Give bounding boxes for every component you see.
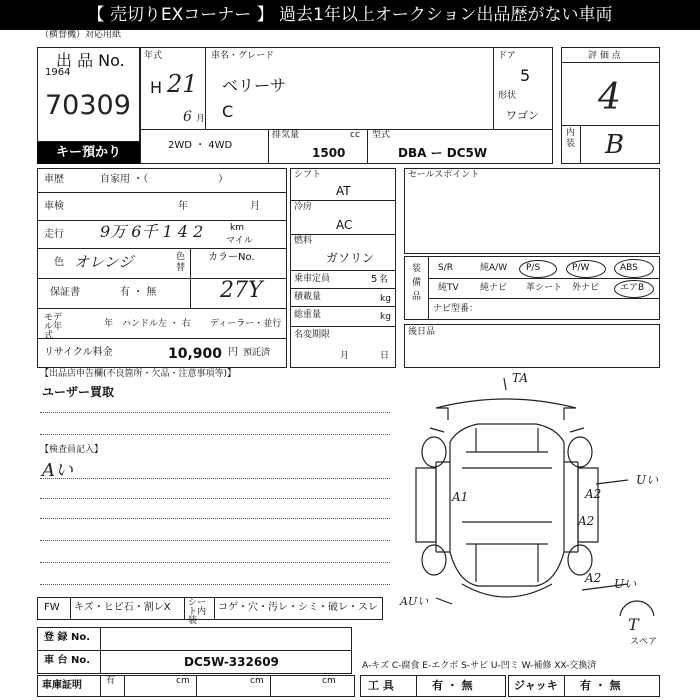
- name-change-month: 月: [340, 351, 350, 361]
- certificate-c2: cm: [176, 676, 190, 686]
- inspector-label: 【検査員記入】: [40, 445, 104, 455]
- recycle-label: リサイクル料金: [44, 347, 113, 358]
- shift-value: AT: [336, 184, 351, 198]
- capacity-label: 乗車定員: [294, 274, 331, 284]
- top-note: （横督機）対応用紙: [40, 30, 122, 40]
- diagram-mark-1: A1: [452, 490, 469, 504]
- era: H: [150, 78, 163, 97]
- equipment-row2-item: 外ナビ: [572, 283, 600, 293]
- equipment-row2-item: エアB: [620, 283, 645, 293]
- mileage-km: km: [230, 223, 244, 233]
- inspection-year: 年: [178, 201, 188, 212]
- color-no-value: 27Y: [220, 278, 263, 303]
- lot-label: 出 品 No.: [56, 51, 125, 70]
- shape-value: ワゴン: [506, 109, 539, 122]
- displacement-label: 排気量: [272, 130, 300, 140]
- color-sub: 色替: [176, 252, 186, 273]
- door-label: ドア: [498, 51, 516, 61]
- shape-label: 形状: [498, 91, 517, 101]
- wheel-front-left: [422, 437, 446, 467]
- weight-label: 総重量: [294, 310, 322, 320]
- wheel-front-right: [568, 437, 592, 467]
- recycle-unit: 円: [228, 347, 238, 358]
- diagram-ta-mark: TA: [512, 371, 529, 385]
- car-name: ベリーサ: [222, 76, 287, 95]
- equipment-row1-item: P/S: [526, 263, 541, 273]
- banner: 【 売切りEXコーナー 】 過去1年以上オークション出品歴がない車両: [0, 0, 700, 30]
- chassis-value: DC5W-332609: [184, 655, 279, 669]
- capacity-unit: 名: [379, 275, 389, 285]
- cooler-value: AC: [336, 218, 353, 232]
- interior-row-items: キズ・ヒビ石・割レX: [74, 602, 171, 613]
- equipment-row1-item: ABS: [620, 263, 638, 273]
- mileage-value: 9万 6千 1 4 2: [100, 222, 204, 241]
- interior-row-items2: コゲ・穴・汚レ・シミ・破レ・スレ: [218, 602, 378, 613]
- sales-point-label: セールスポイント: [408, 170, 480, 180]
- nav-model-label: ナビ型番：: [433, 304, 479, 314]
- key-deposit-badge: キー預かり: [37, 142, 140, 164]
- wheel-rear-left: [422, 545, 446, 575]
- door-count: 5: [520, 66, 531, 85]
- equipment-row1-item: P/W: [572, 263, 590, 273]
- equipment-row2-item: 純ナビ: [480, 283, 508, 293]
- shift-label: シフト: [294, 170, 322, 180]
- year-label: 年式: [144, 51, 163, 61]
- jack-value: 有 ・ 無: [580, 679, 621, 692]
- equipment-label: 装備品: [412, 264, 422, 302]
- spare-mark: T: [628, 615, 639, 634]
- diagram-mark-4: A2: [585, 571, 602, 585]
- declaration-value: ユーザー買取: [42, 385, 115, 399]
- declaration-label: 【出品店申告欄(不良箇所・欠品・注意事項等)】: [40, 369, 237, 379]
- capacity-value: 5: [371, 274, 378, 285]
- interior-seat-label: シート内装: [188, 598, 207, 626]
- inspection-month: 月: [250, 201, 260, 212]
- model-year-unit: 年: [104, 319, 114, 329]
- certificate-c1: 有: [106, 676, 116, 686]
- lot-number: 70309: [45, 90, 131, 121]
- certificate-c4: cm: [322, 676, 336, 686]
- inspector-note: Aい: [42, 460, 73, 481]
- diagram-mark-6: Uい: [614, 577, 637, 591]
- score-label: 評 価 点: [588, 51, 621, 61]
- equipment-row2-item: 純TV: [438, 283, 459, 293]
- certificate-label: 車庫証明: [42, 680, 82, 691]
- fuel-value: ガソリン: [326, 251, 375, 265]
- diagram-roof-line: [436, 399, 576, 408]
- dealer-label: ディーラー・並行: [210, 319, 282, 329]
- cooler-label: 冷房: [294, 202, 313, 212]
- year-value: 21: [167, 70, 198, 98]
- load-unit: kg: [380, 294, 391, 304]
- handle-value: 左 ・ 右: [158, 319, 191, 329]
- registration-label: 登 録 No.: [44, 632, 91, 643]
- month-unit: 月: [196, 114, 206, 124]
- load-label: 積載量: [294, 292, 322, 302]
- interior-label: 内装: [566, 128, 576, 149]
- drive-type: 2WD ・ 4WD: [168, 140, 233, 151]
- history-value: 自家用 ・（ ）: [100, 174, 229, 185]
- model-label: 型式: [372, 130, 391, 140]
- diagram-body: [450, 424, 564, 586]
- mileage-mile: マイル: [226, 236, 253, 246]
- score-value: 4: [598, 77, 621, 118]
- recycle-value: 10,900: [168, 346, 223, 362]
- color-no-label: カラーNo.: [208, 252, 255, 263]
- weight-unit: kg: [380, 312, 391, 322]
- interior-score: B: [605, 130, 625, 160]
- equipment-row1-item: S/R: [438, 263, 453, 273]
- post-install-box: [404, 324, 660, 368]
- model-value: DBA ー DC5W: [398, 146, 488, 160]
- car-grade: C: [222, 102, 234, 121]
- diagram-mark-3: A2: [578, 514, 595, 528]
- spare-label: スペア: [630, 637, 658, 647]
- color-value: オレンジ: [74, 253, 134, 271]
- inspection-label: 車検: [44, 201, 64, 212]
- equipment-row1-item: 純A/W: [480, 263, 508, 273]
- name-change-day: 日: [380, 351, 390, 361]
- recycle-note: 預託済: [243, 348, 271, 358]
- tools-label: 工 具: [368, 679, 394, 692]
- model-year-label: モデル年式: [44, 313, 63, 341]
- certificate-c3: cm: [250, 676, 264, 686]
- mileage-label: 走行: [44, 229, 64, 240]
- diagram-mark-2: A2: [585, 487, 602, 501]
- color-label: 色: [54, 257, 64, 268]
- chassis-label: 車 台 No.: [44, 655, 91, 666]
- history-label: 車歴: [44, 174, 64, 185]
- post-install-label: 後日品: [408, 327, 436, 337]
- warranty-label: 保証書: [50, 287, 80, 298]
- warranty-value: 有 ・ 無: [120, 287, 157, 298]
- name-change-label: 名変期限: [294, 330, 331, 340]
- handle-label: ハンドル: [122, 319, 159, 329]
- jack-label: ジャッキ: [514, 679, 558, 692]
- damage-legend: A-キズ C-腐食 E-エクボ S-サビ U-凹ミ W-補修 XX-交換済: [362, 661, 597, 671]
- name-label: 車名・グレード: [211, 51, 275, 61]
- month-value: 6: [183, 109, 192, 125]
- fuel-label: 燃料: [294, 236, 313, 246]
- displacement-value: 1500: [312, 146, 346, 160]
- interior-row-label: FW: [44, 602, 60, 613]
- equipment-row2-item: 革シート: [526, 283, 563, 293]
- displacement-unit: cc: [350, 130, 360, 140]
- tools-value: 有 ・ 無: [432, 679, 473, 692]
- spare-tire-circle: [620, 601, 654, 616]
- sales-point-box: [404, 168, 660, 254]
- diagram-mark-5: Uい: [636, 473, 659, 487]
- diagram-mark-7: AUい: [400, 595, 429, 608]
- lot-sub: 1964: [45, 67, 71, 78]
